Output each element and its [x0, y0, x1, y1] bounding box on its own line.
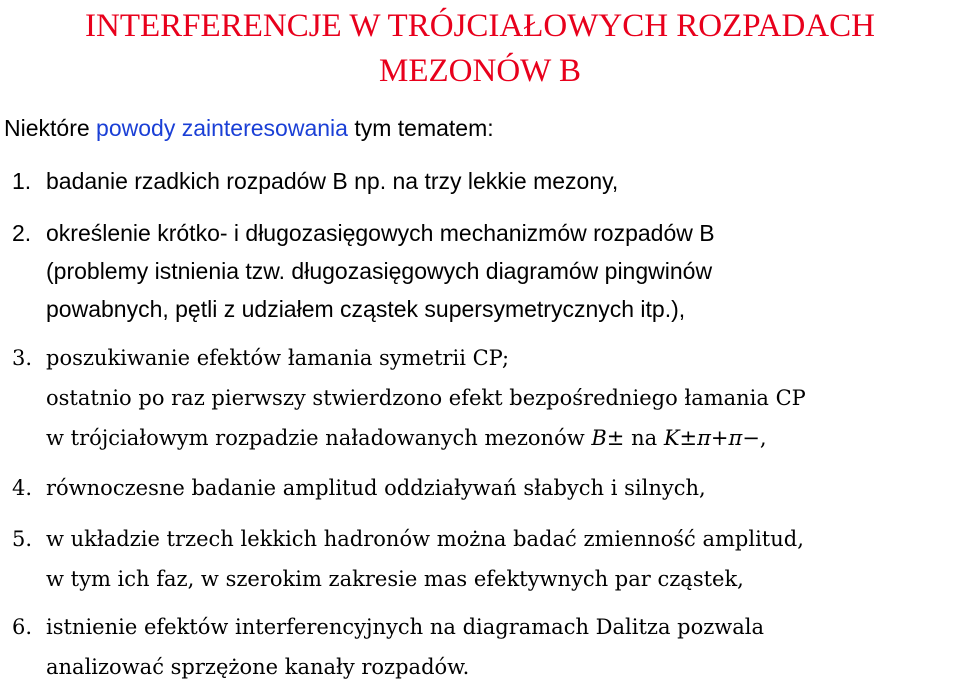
decay-text-suffix: ,: [759, 426, 767, 450]
list-item-line: (problemy istnienia tzw. długozasięgowych diagramów pingwinów: [46, 258, 713, 284]
slide-title-line-2: MEZONÓW B: [379, 53, 581, 89]
list-item-line: w tym ich faz, w szerokim zakresie mas efektywnych par cząstek,: [46, 567, 744, 591]
list-item-text: [46, 607, 764, 687]
intro-prefix: Niektóre: [4, 115, 97, 141]
list-item-number: 4.: [12, 476, 33, 500]
slide-title: [0, 4, 960, 94]
list-item-text: [46, 214, 715, 328]
decay-text-prefix: w trójciałowym rozpadzie naładowanych mezonów: [46, 426, 592, 450]
list-item-text: [46, 468, 706, 508]
list-item-line: badanie rzadkich rozpadów B np. na trzy lekkie mezony,: [46, 168, 619, 194]
list-item-number: 3.: [12, 346, 33, 370]
list-item-number: 6.: [12, 615, 33, 639]
decay-text-mid: na: [624, 426, 664, 450]
list-item-line: istnienie efektów interferencyjnych na diagramach Dalitza pozwala: [46, 615, 765, 639]
list-item-number: 1.: [12, 168, 32, 194]
list-item-number: 2.: [12, 220, 32, 246]
list-item-line: poszukiwanie efektów łamania symetrii CP;: [46, 346, 510, 370]
list-item-line-with-math: [46, 418, 806, 458]
list-item-line: analizować sprzężone kanały rozpadów.: [46, 655, 470, 679]
list-item-number: 5.: [12, 527, 33, 551]
b-meson-symbol: B±: [591, 426, 625, 450]
list-item-text: [46, 519, 804, 599]
list-item-line: powabnych, pętli z udziałem cząstek supersymetrycznych itp.),: [46, 296, 686, 322]
list-item-line: równoczesne badanie amplitud oddziaływań słabych i silnych,: [46, 476, 706, 500]
list-item-line: w układzie trzech lekkich hadronów można badać zmienność amplitud,: [46, 527, 804, 551]
slide-title-line-1: INTERFERENCJE W TRÓJCIAŁOWYCH ROZPADACH: [85, 8, 875, 44]
list-item-text: [46, 338, 806, 458]
intro-suffix: tym tematem:: [347, 115, 494, 141]
list-item-line: ostatnio po raz pierwszy stwierdzono efekt bezpośredniego łamania CP: [46, 386, 806, 410]
intro-text: [4, 110, 494, 146]
kaon-pion-final-state: K±π+π−: [663, 426, 760, 450]
list-item-line: określenie krótko- i długozasięgowych mechanizmów rozpadów B: [46, 220, 715, 246]
list-item-text: [46, 162, 618, 200]
intro-highlight: powody zainteresowania: [96, 115, 348, 141]
